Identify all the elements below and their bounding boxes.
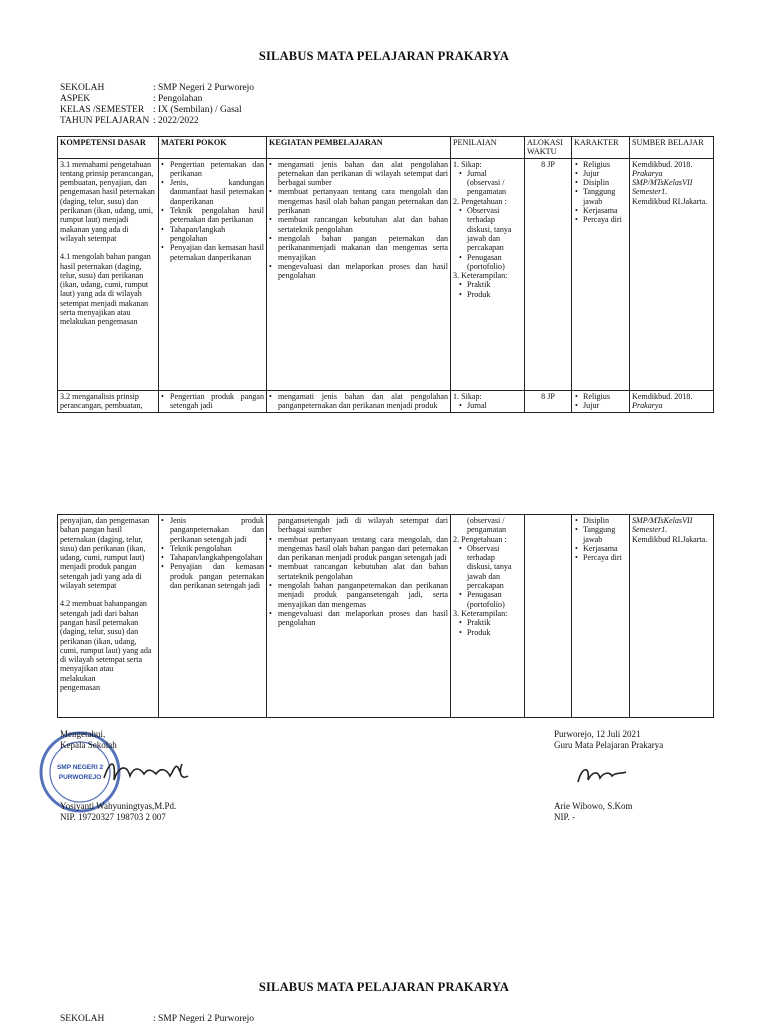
sumber-cell — [630, 515, 714, 718]
list-item: • Pengertian peternakan dan perikanan — [161, 160, 264, 179]
sign-text: Mengetahui, — [60, 729, 106, 739]
list-item: pangansetengah jadi di wilayah setempat dari berbagai sumber — [278, 516, 448, 535]
list-item: percakapan — [467, 581, 504, 591]
header-penilaian: PENILAIAN — [451, 137, 525, 159]
list-item: • Tanggung jawab — [574, 525, 627, 544]
penilaian-cell — [451, 515, 525, 718]
list-item: percakapan — [467, 243, 504, 253]
list-item: • Teknik pengolahan hasil peternakan dan perikanan — [161, 206, 264, 225]
kd-text: 4.1 mengolah bahan pangan hasil peternakan (daging, telur, susu) dan perikanan (ikan, udang, cumi, rumput laut) yang ada di wilayah setempat menjadi makanan serta menyajikan atau melakukan pengemasan — [60, 252, 151, 327]
info-value: : SMP Negeri 2 Purworejo — [153, 1014, 254, 1024]
list-item: (portofolio) — [467, 599, 505, 609]
list-item: • Percaya diri — [574, 215, 627, 224]
list-item: 3. Keterampilan: — [453, 608, 508, 618]
materi-cell — [159, 158, 267, 390]
header-kompetensi: KOMPETENSI DASAR — [58, 137, 159, 159]
headmaster-signature-icon — [96, 750, 196, 790]
list-item: • Kerjasama — [574, 544, 627, 553]
list-item: • Jujur — [574, 169, 627, 178]
list-item: • Produk — [459, 628, 522, 637]
list-item: pengamatan — [467, 525, 507, 535]
list-item: • membuat pertanyaan tentang cara mengolah dan mengemas hasil olah bahan pangan peternakan dan perikanan — [269, 187, 448, 215]
kegiatan-cell — [267, 515, 451, 718]
sign-text: NIP. - — [554, 812, 576, 822]
list-item: • Tanggung jawab — [574, 187, 627, 206]
list-item: • Jurnal — [459, 169, 522, 178]
kd-cell — [58, 158, 159, 390]
info-label: TAHUN PELAJARAN — [60, 116, 150, 126]
signature-left-name — [60, 801, 176, 823]
list-item: 3. Keterampilan: — [453, 271, 508, 281]
list-item: • Pengertian produk pangan setengah jadi — [161, 392, 264, 411]
list-item: jawab dan — [467, 571, 501, 581]
materi-cell — [159, 515, 267, 718]
sign-text: Purworejo, 12 Juli 2021 — [554, 729, 641, 739]
list-item: terhadap — [467, 215, 495, 225]
signature-left-heading — [60, 729, 117, 751]
karakter-cell — [572, 515, 630, 718]
sumber-text: Prakarya — [632, 400, 663, 410]
list-item: • Observasi — [459, 544, 522, 553]
list-item: • Teknik pengolahan — [161, 544, 264, 553]
materi-cell — [159, 390, 267, 412]
penilaian-cell — [451, 158, 525, 390]
sumber-text: Kemdikbud. 2018. — [632, 159, 693, 169]
sign-text: Kepala Sekolah — [60, 740, 117, 750]
header-karakter: KARAKTER — [572, 137, 630, 159]
kd-text: menyajikan atau — [60, 664, 114, 674]
list-item: • mengamati jenis bahan dan alat pengolahan peternakan dan perikanan di wilayah setempat dari berbagai sumber — [269, 160, 448, 188]
sumber-text: SMP/MTsKelasVII Semester1. — [632, 516, 693, 535]
list-item: • Tahapan/langkah pengolahan — [161, 225, 264, 244]
list-item: • Disiplin — [574, 178, 627, 187]
sumber-text: Kemdikbud RI.Jakarta. — [632, 196, 708, 206]
list-item: • Jujur — [574, 401, 627, 410]
list-item: (observasi / — [467, 178, 505, 188]
next-page-title: SILABUS MATA PELAJARAN PRAKARYA — [258, 980, 510, 994]
list-item: 1. Sikap: — [453, 159, 482, 169]
next-page-info — [60, 1014, 254, 1025]
list-item: (portofolio) — [467, 261, 505, 271]
info-label: KELAS /SEMESTER — [60, 105, 145, 115]
school-info — [60, 83, 254, 127]
sumber-cell — [630, 158, 714, 390]
list-item: • Jenis, kandungan danmanfaat hasil peternakan danperikanan — [161, 178, 264, 206]
list-item: • Penugasan — [459, 590, 522, 599]
list-item: • mengevaluasi dan melaporkan proses dan hasil pengolahan — [269, 609, 448, 628]
list-item: 1. Sikap: — [453, 391, 482, 401]
signature-right-name — [554, 801, 632, 823]
header-materi: MATERI POKOK — [159, 137, 267, 159]
kd-text: penyajian, dan pengemasan bahan pangan hasil peternakan (daging, telur, susu) dan perikanan (ikan, udang, cumi, rumput laut) menjadi produk pangan setengah jadi yang ada di wilayah setempat — [60, 516, 150, 591]
sumber-text: Kemdikbud. 2018. — [632, 391, 693, 401]
list-item: pengamatan — [467, 187, 507, 197]
list-item: • membuat pertanyaan tentang cara mengolah, dan mengemas hasil olah bahan pangan dari peternakan dan perikanan menjadi produk pangan setengah jadi — [269, 535, 448, 563]
info-value: : 2022/2022 — [153, 116, 199, 126]
karakter-cell — [572, 158, 630, 390]
info-label: SEKOLAH — [60, 1014, 105, 1024]
list-item: • Produk — [459, 290, 522, 299]
list-item: • Penyajian dan kemasan produk pangan peternakan dan perikanan setengah jadi — [161, 562, 264, 590]
list-item: • Percaya diri — [574, 553, 627, 562]
list-item: terhadap — [467, 553, 495, 563]
list-item: • Tahapan/langkahpengolahan — [161, 553, 264, 562]
list-item: • mengamati jenis bahan dan alat pengolahan panganpeternakan dan perikanan menjadi produk — [269, 392, 448, 411]
table-row — [58, 390, 714, 412]
list-item: • Kerjasama — [574, 206, 627, 215]
list-item: • Praktik — [459, 618, 522, 627]
kegiatan-cell — [267, 158, 451, 390]
table-row — [58, 158, 714, 390]
sign-text: Yosiyanti Wahyuningtyas,M.Pd. — [60, 801, 177, 811]
info-value: : Pengolahan — [153, 94, 203, 104]
list-item: • Observasi — [459, 206, 522, 215]
list-item: • Jenis produk panganpeternakan dan perikanan setengah jadi — [161, 516, 264, 544]
list-item: jawab dan — [467, 233, 501, 243]
penilaian-cell — [451, 390, 525, 412]
info-label: SEKOLAH — [60, 83, 105, 93]
list-item: • mengolah bahan pangan peternakan dan perikananmenjadi makanan dan mengemas serta menyajikan — [269, 234, 448, 262]
page-title: SILABUS MATA PELAJARAN PRAKARYA — [258, 49, 510, 63]
list-item: • Religius — [574, 392, 627, 401]
list-item: diskusi, tanya — [467, 562, 512, 572]
list-item: • Religius — [574, 160, 627, 169]
list-item: • mengevaluasi dan melaporkan proses dan hasil pengolahan — [269, 262, 448, 281]
list-item: • Jurnal — [459, 400, 487, 410]
syllabus-table-continued — [57, 514, 714, 718]
list-item: • Praktik — [459, 280, 522, 289]
kd-text: 4.2 membuat bahanpangan setengah jadi dari bahan pangan hasil peternakan (daging, telur, susu) dan perikanan (ikan, udang, cumi, rumput laut) yang ada di wilayah setempat serta — [60, 599, 152, 665]
info-value: : IX (Sembilan) / Gasal — [153, 105, 242, 115]
sign-text: Guru Mata Pelajaran Prakarya — [554, 740, 664, 750]
list-item: 2. Pengetahuan : — [453, 534, 507, 544]
kegiatan-cell — [267, 390, 451, 412]
sign-text: NIP. 19720327 198703 2 007 — [60, 812, 166, 822]
list-item: • Disiplin — [574, 516, 627, 525]
sumber-cell — [630, 390, 714, 412]
sign-text: Arie Wibowo, S.Kom — [554, 801, 633, 811]
info-label: ASPEK — [60, 94, 91, 104]
teacher-signature-icon — [572, 760, 632, 790]
list-item: • membuat rancangan kebutuhan alat dan bahan sertateknik pengolahan — [269, 215, 448, 234]
stamp-text: PURWOREJO — [58, 774, 102, 781]
list-item: • membuat rancangan kebutuhan alat dan bahan sertateknik pengolahan — [269, 562, 448, 581]
list-item: 2. Pengetahuan : — [453, 196, 507, 206]
list-item: • Penugasan — [459, 253, 522, 262]
sumber-text: Prakarya SMP/MTsKelasVII Semester1. — [632, 168, 693, 197]
alokasi-cell — [525, 515, 572, 718]
kd-cell — [58, 515, 159, 718]
header-alokasi: ALOKASI WAKTU — [525, 137, 572, 159]
alokasi-cell: 8 JP — [525, 158, 572, 390]
signature-right-heading — [554, 729, 663, 751]
sumber-text: Kemdikbud RI.Jakarta. — [632, 534, 708, 544]
table-row — [58, 515, 714, 718]
stamp-text: SMP NEGERI 2 — [56, 764, 104, 771]
kd-cell: 3.2 menganalisis prinsip perancangan, pembuatan, — [58, 390, 159, 412]
kd-text: melakukan — [60, 673, 96, 683]
kd-text: pengemasan — [60, 683, 101, 693]
list-item: • Penyajian dan kemasan hasil peternakan danperikanan — [161, 243, 264, 262]
syllabus-table — [57, 136, 714, 413]
info-value: : SMP Negeri 2 Purworejo — [153, 83, 254, 93]
list-item: (observasi / — [467, 516, 505, 525]
kd-text: 3.1 memahami pengetahuan tentang prinsip perancangan, pembuatan, penyajian, dan pengemasan hasil peternakan (daging, telur, susu) dan perikanan (ikan, udang, umi, rumput laut) menjadi makanan yang ada di wilayah setempat — [60, 159, 155, 243]
list-item: • mengolah bahan panganpeternakan dan perikanan menjadi produk pangansetengah jadi, serta menyajikan dan mengemas — [269, 581, 448, 609]
header-kegiatan: KEGIATAN PEMBELAJARAN — [267, 137, 451, 159]
alokasi-cell: 8 JP — [525, 390, 572, 412]
karakter-cell — [572, 390, 630, 412]
list-item: diskusi, tanya — [467, 224, 512, 234]
header-sumber: SUMBER BELAJAR — [630, 137, 714, 159]
